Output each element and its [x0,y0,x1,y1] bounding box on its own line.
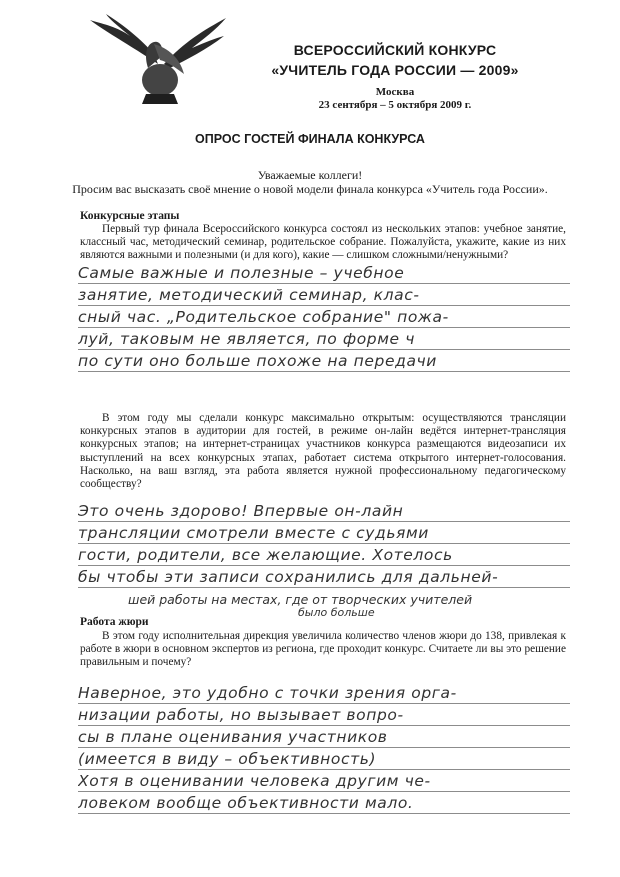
question-openness: В этом году мы сделали конкурс максимально открытым: осуществляются трансляции конкурсных этапов в аудитории для гостей, в режиме он-лайн ведётся интернет-трансляция конкурсных этапов; на интернет-страницах участников конкурса размещаются видеозаписи их выступлений на всех конкурсных этапах, работает система открытого интернет-голосования. Насколько, на ваш взгляд, эта работа является нужной профессиональному педагогическому сообществу? [80,412,566,491]
answer-line: сы в плане оценивания участников [78,728,388,746]
city: Москва [375,86,415,98]
answer-line: ловеком вообще объективности мало. [78,794,414,812]
contest-title-line2: «УЧИТЕЛЬ ГОДА РОССИИ — 2009» [271,62,519,78]
answer-tail: шей работы на местах, где от творческих учителей [128,592,473,607]
intro-text: Просим вас высказать своё мнение о новой модели финала конкурса «Учитель года России». [72,182,548,196]
contest-location [230,86,560,112]
answer-line: сный час. „Родительское собрание" пожа- [78,308,449,326]
answer-line: занятие, методический семинар, клас- [78,286,420,304]
pelican-logo [88,14,228,110]
answer-line: Самые важные и полезные – учебное [78,264,405,282]
question-stages: Первый тур финала Всероссийского конкурса состоял из нескольких этапов: учебное занятие, классный час, методический семинар, родительское собрание. Пожалуйста, укажите, какие из них являются важными и полезными (и для кого), какие — слишком сложными/ненужными? [80,223,566,262]
answer-line: (имеется в виду – объективность) [78,750,377,768]
survey-title: ОПРОС ГОСТЕЙ ФИНАЛА КОНКУРСА [195,132,425,146]
answer-line: гости, родители, все желающие. Хотелось [78,546,453,564]
question-jury: В этом году исполнительная дирекция увеличила количество членов жюри до 138, привлекая к работе в жюри в основном экспертов из региона, где проходит конкурс. Считаете ли вы это решение правильным и почему? [80,630,566,669]
greeting-block [0,168,620,196]
answer-line: по сути оно больше похоже на передачи [78,352,437,370]
answer-jury [78,682,570,814]
dates: 23 сентября – 5 октября 2009 г. [318,99,472,111]
answer-line: луй, таковым не является, по форме ч [78,330,415,348]
answer-line: трансляции смотрели вместе с судьями [78,524,429,542]
section-heading-stages: Конкурсные этапы [80,210,180,222]
answer-line: Это очень здорово! Впервые он-лайн [78,502,404,520]
answer-tail-2: было больше [298,606,375,619]
contest-title-line1: ВСЕРОССИЙСКИЙ КОНКУРС [293,42,497,58]
answer-line: низации работы, но вызывает вопро- [78,706,404,724]
greeting: Уважаемые коллеги! [257,168,363,182]
contest-title [230,40,560,80]
answer-line: Наверное, это удобно с точки зрения орга- [78,684,457,702]
answer-openness [78,500,570,588]
answer-stages [78,262,570,372]
section-heading-jury: Работа жюри [80,616,149,628]
answer-line: Хотя в оценивании человека другим че- [78,772,431,790]
answer-line: бы чтобы эти записи сохранились для дальней- [78,568,499,586]
